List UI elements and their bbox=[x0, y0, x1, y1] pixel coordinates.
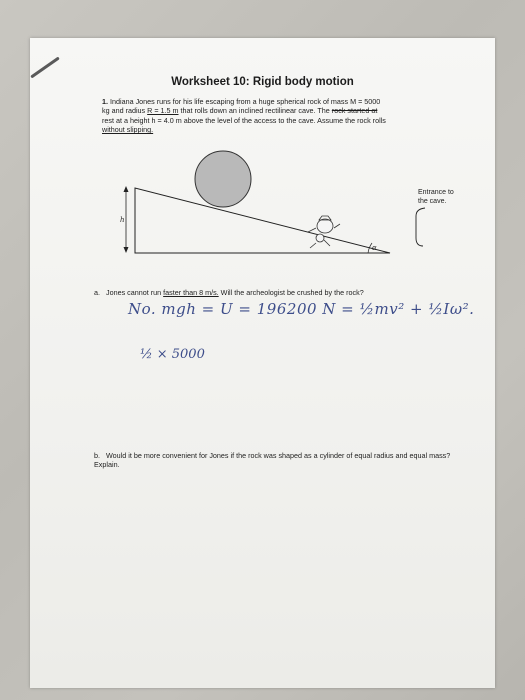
incline-triangle bbox=[135, 188, 390, 253]
problem-1-text bbox=[102, 97, 457, 135]
angle-label: α bbox=[372, 244, 377, 252]
problem-number: 1. bbox=[102, 97, 108, 106]
question-a-label: a. bbox=[94, 288, 100, 297]
problem-line-4: without slipping. bbox=[102, 125, 154, 135]
worksheet-paper bbox=[30, 38, 495, 688]
entrance-label: Entrance to the cave. bbox=[418, 189, 454, 205]
incline-diagram bbox=[120, 146, 440, 256]
problem-line-2a: kg and radius bbox=[102, 106, 148, 116]
handwritten-answer-line-2: ½ × 5000 bbox=[140, 347, 205, 362]
radius-value: R = 1.5 m bbox=[147, 106, 179, 116]
problem-line-1: Indiana Jones runs for his life escaping from a huge spherical rock of mass M = 5000 bbox=[110, 97, 381, 106]
question-a bbox=[94, 288, 364, 297]
problem-line-3: rest at a height h = 4.0 m above the level of the access to the cave. Assume the rock rolls bbox=[102, 115, 386, 125]
height-arrow-bottom bbox=[124, 247, 129, 253]
height-label: h bbox=[120, 216, 125, 224]
height-arrow-top bbox=[124, 186, 129, 192]
question-b-text: Would it be more convenient for Jones if the rock was shaped as a cylinder of equal radius and equal mass? Explain. bbox=[94, 451, 451, 470]
question-a-text-2: Will the archeologist be crushed by the rock? bbox=[218, 288, 364, 297]
entrance-bracket bbox=[416, 208, 425, 246]
question-b-label: b. bbox=[94, 451, 100, 460]
question-a-text-1: Jones cannot run bbox=[106, 288, 164, 297]
rock-sphere bbox=[195, 151, 251, 207]
problem-line-2b: that rolls down an inclined rectilinear cave. The bbox=[178, 106, 332, 116]
handwritten-answer-line-1: No. mgh = U = 196200 N = ½mv² + ½Iω². bbox=[128, 300, 475, 318]
question-a-speed: faster than 8 m/s. bbox=[163, 288, 219, 297]
question-b bbox=[94, 451, 454, 470]
struck-text: rock started at bbox=[331, 106, 378, 116]
worksheet-title: Worksheet 10: Rigid body motion bbox=[171, 76, 354, 88]
runner-figure bbox=[308, 216, 340, 248]
